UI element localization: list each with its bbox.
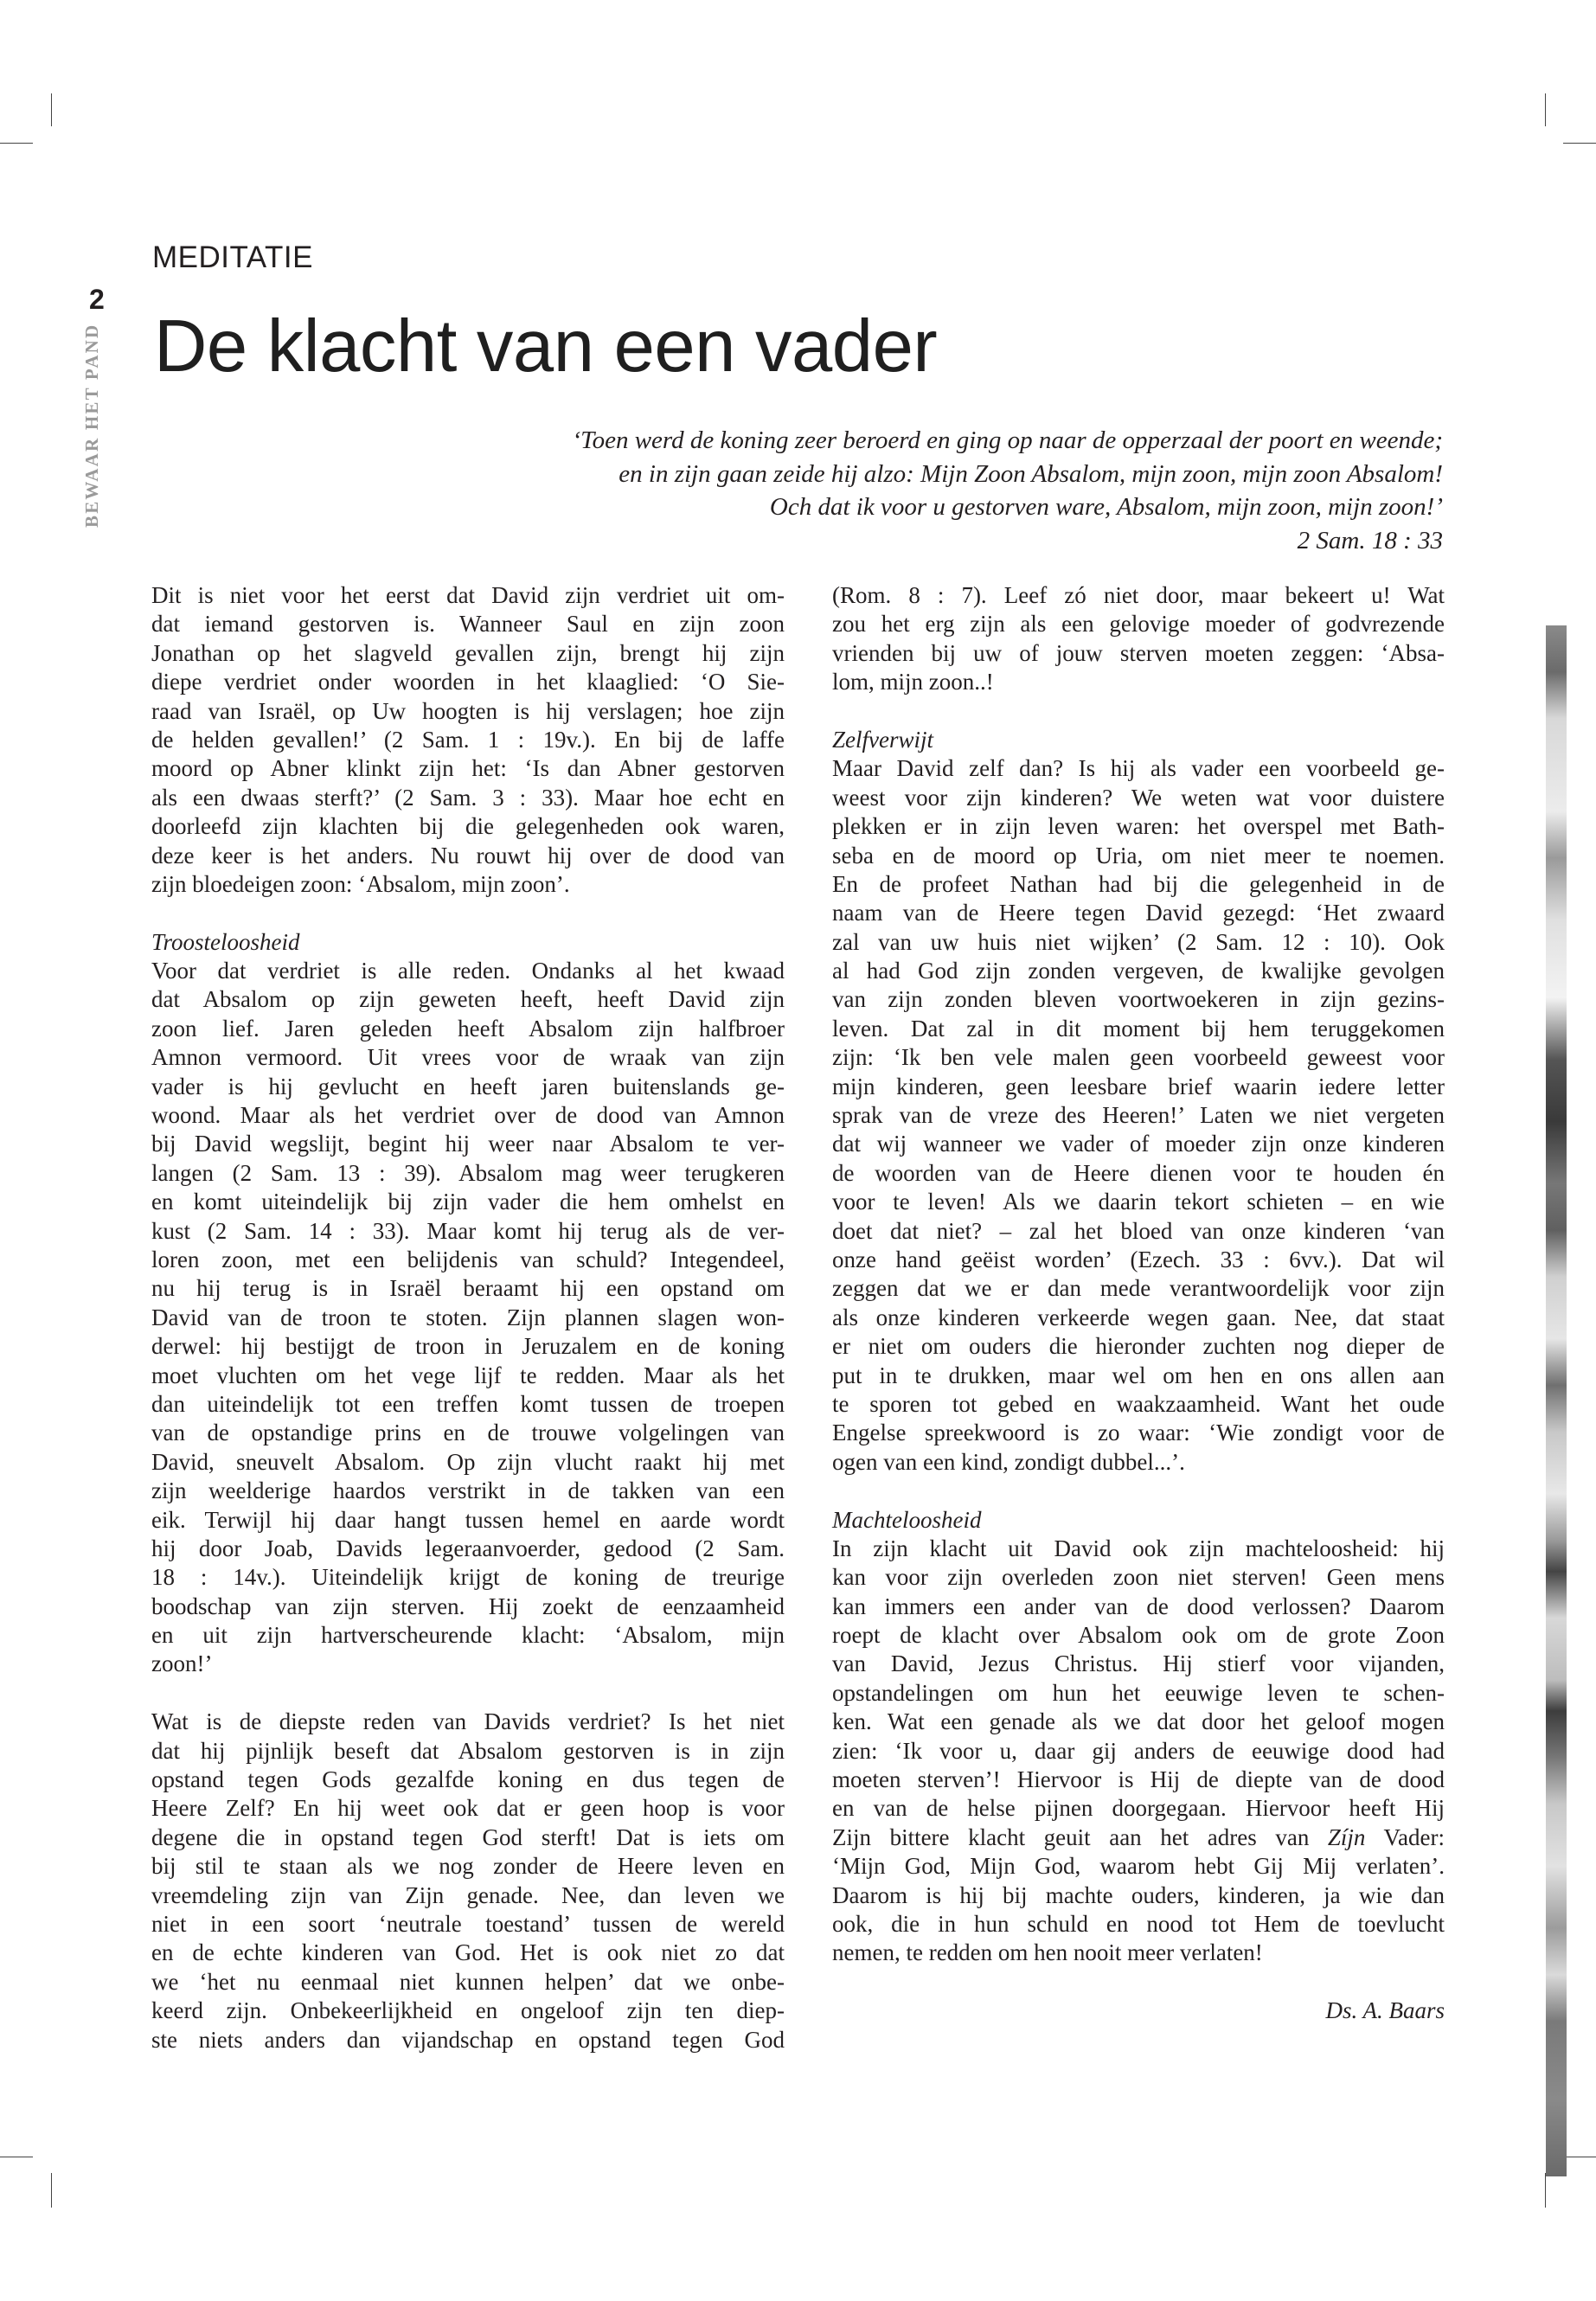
text-line: en komt uiteindelijk bij zijn vader die hem omhelst en	[151, 1189, 785, 1215]
epigraph-reference: 2 Sam. 18 : 33	[1297, 526, 1443, 554]
text-line: al had God zijn zonden vergeven, de kwalijke gevolgen	[832, 958, 1445, 984]
text-segment: Vader:	[1365, 1823, 1445, 1850]
text-line: Engelse spreekwoord is zo waar: ‘Wie zondigt voor de	[832, 1420, 1445, 1446]
text-line: moet vluchten om het vege lijf te redden. Maar als het	[151, 1362, 785, 1388]
section-label: MEDITATIE	[152, 240, 313, 274]
text-column-left	[151, 581, 785, 2054]
text-line: bij David wegslijt, begint hij weer naar Absalom te ver-	[151, 1131, 785, 1157]
text-line: zou het erg zijn als een gelovige moeder of godvrezende	[832, 611, 1445, 638]
paragraph	[151, 581, 785, 899]
crop-mark	[1545, 2173, 1546, 2208]
text-line: als onze kinderen verkeerde wegen gaan. Nee, dat staat	[832, 1304, 1445, 1330]
text-line: put in te drukken, maar wel om hen en ons allen aan	[832, 1362, 1445, 1388]
text-line: dat Absalom op zijn geweten heeft, heeft David zijn	[151, 986, 785, 1013]
text-line: nu hij terug is in Israël beraamt hij een opstand om	[151, 1275, 785, 1302]
text-line: David, sneuvelt Absalom. Op zijn vlucht raakt hij met	[151, 1448, 785, 1475]
paragraph-spacer	[832, 1968, 1445, 1997]
paragraph	[151, 957, 785, 1679]
text-line: kan voor zijn overleden zoon niet sterven! Geen mens	[832, 1564, 1445, 1591]
text-line: van zijn zonden bleven voortwoekeren in zijn gezins-	[832, 986, 1445, 1013]
text-line: vrienden bij uw of jouw sterven moeten zeggen: ‘Absa-	[832, 639, 1445, 666]
text-line	[832, 1823, 1445, 1852]
text-line: hij door Joab, Davids legeraanvoerder, gedood (2 Sam.	[151, 1535, 785, 1561]
text-line: naam van de Heere tegen David gezegd: ‘Het zwaard	[832, 900, 1445, 926]
text-line: sprak van de vreze des Heeren!’ Laten we niet vergeten	[832, 1102, 1445, 1129]
text-line: boodschap van zijn sterven. Hij zoekt de eenzaamheid	[151, 1593, 785, 1619]
text-line: ste niets anders dan vijandschap en opstand tegen God	[151, 2026, 785, 2053]
text-line: zeggen dat we er dan mede verantwoordelijk voor zijn	[832, 1275, 1445, 1302]
text-line: En de profeet Nathan had bij die gelegenheid in de	[832, 870, 1445, 897]
text-line: doorleefd zijn klachten bij die gelegenheden ook waren,	[151, 813, 785, 840]
text-line: dan uiteindelijk tot een treffen komt tussen de troepen	[151, 1390, 785, 1417]
text-line: loren zoon, met een belijdenis van schuld? Integendeel,	[151, 1246, 785, 1272]
text-line: we ‘het nu eenmaal niet kunnen helpen’ dat we onbe-	[151, 1968, 785, 1995]
crop-mark	[1563, 143, 1596, 144]
epigraph-line: ‘Toen werd de koning zeer beroerd en ging op naar de opperzaal der poort en weende;	[572, 426, 1443, 454]
text-line: ook, die in hun schuld en nood tot Hem de toevlucht	[832, 1910, 1445, 1937]
text-line: Maar David zelf dan? Is hij als vader een voorbeeld ge-	[832, 755, 1445, 782]
text-line: bij stil te staan als we nog zonder de Heere leven en	[151, 1853, 785, 1880]
text-line: diepe verdriet onder woorden in het klaaglied: ‘O Sie-	[151, 669, 785, 695]
text-line: en uit zijn hartverscheurende klacht: ‘Absalom, mijn	[151, 1622, 785, 1649]
text-line: David van de troon te stoten. Zijn plannen slagen won-	[151, 1304, 785, 1330]
text-line: woond. Maar als het verdriet over de dood van Amnon	[151, 1102, 785, 1129]
crop-mark	[51, 93, 52, 126]
text-line: leven. Dat zal in dit moment bij hem teruggekomen	[832, 1015, 1445, 1042]
text-line: deze keer is het anders. Nu rouwt hij over de dood van	[151, 842, 785, 868]
section-heading: Troosteloosheid	[151, 928, 300, 955]
text-line: seba en de moord op Uria, om niet meer te noemen.	[832, 842, 1445, 868]
magazine-name: BEWAAR HET PAND	[81, 323, 102, 528]
text-line: Heere Zelf? En hij weet ook dat er geen hoop is voor	[151, 1795, 785, 1822]
paragraph-spacer	[832, 1477, 1445, 1505]
section-heading: Machteloosheid	[832, 1506, 982, 1533]
text-line: zijn weelderige haardos verstrikt in de takken van een	[151, 1477, 785, 1504]
text-line: er niet om ouders die hieronder zuchten nog dieper de	[832, 1333, 1445, 1360]
paragraph-spacer	[151, 899, 785, 927]
text-line: en de echte kinderen van God. Het is ook niet zo dat	[151, 1939, 785, 1966]
text-line: Dit is niet voor het eerst dat David zijn verdriet uit om-	[151, 582, 785, 608]
text-line: 18 : 14v.). Uiteindelijk krijgt de koning de treurige	[151, 1564, 785, 1591]
paragraph-spacer	[832, 697, 1445, 726]
text-line: zijn bloedeigen zoon: ‘Absalom, mijn zoon’.	[151, 870, 570, 897]
text-line: mijn kinderen, geen leesbare brief waarin iedere letter	[832, 1073, 1445, 1099]
text-line: In zijn klacht uit David ook zijn machteloosheid: hij	[832, 1535, 1445, 1561]
paragraph	[832, 754, 1445, 1477]
text-line: ogen van een kind, zondigt dubbel...’.	[832, 1448, 1185, 1475]
emphasis-text: Zíjn	[1327, 1823, 1366, 1850]
text-line: van David, Jezus Christus. Hij stierf voor vijanden,	[832, 1650, 1445, 1677]
paragraph-spacer	[151, 1679, 785, 1708]
text-line: Amnon vermoord. Uit vrees voor de wraak van zijn	[151, 1044, 785, 1071]
text-line: doet dat niet? – zal het bloed van onze kinderen ‘van	[832, 1217, 1445, 1244]
text-line: vader is hij gevlucht en heeft jaren buitenslands ge-	[151, 1073, 785, 1099]
text-line: moeten sterven’! Hiervoor is Hij de diepte van de dood	[832, 1766, 1445, 1793]
paragraph	[832, 1535, 1445, 1968]
paragraph	[832, 581, 1445, 697]
text-line: opstandelingen om hun het eeuwige leven te schen-	[832, 1679, 1445, 1706]
decorative-photo-strip	[1546, 625, 1567, 2176]
text-line: niet in een soort ‘neutrale toestand’ tussen de wereld	[151, 1910, 785, 1937]
text-line: keerd zijn. Onbekeerlijkheid en ongeloof zijn ten diep-	[151, 1997, 785, 2024]
text-line: Wat is de diepste reden van Davids verdriet? Is het niet	[151, 1708, 785, 1735]
text-line: degene die in opstand tegen God sterft! Dat is iets om	[151, 1823, 785, 1850]
text-line: ‘Mijn God, Mijn God, waarom hebt Gij Mij verlaten’.	[832, 1853, 1445, 1880]
text-line: kan immers een ander van de dood verlossen? Daarom	[832, 1593, 1445, 1619]
text-line: Daarom is hij bij machte ouders, kinderen, ja wie dan	[832, 1881, 1445, 1908]
article-title: De klacht van een vader	[154, 305, 938, 388]
crop-mark	[0, 143, 33, 144]
text-line: Voor dat verdriet is alle reden. Ondanks al het kwaad	[151, 958, 785, 984]
crop-mark	[1545, 93, 1546, 126]
text-line: dat hij pijnlijk beseft dat Absalom gestorven is in zijn	[151, 1737, 785, 1764]
text-line: de helden gevallen!’ (2 Sam. 1 : 19v.). En bij de laffe	[151, 726, 785, 753]
text-line: roept de klacht over Absalom ook om de grote Zoon	[832, 1622, 1445, 1649]
text-line: zoon!’	[151, 1650, 213, 1677]
epigraph	[572, 424, 1443, 557]
text-line: opstand tegen Gods gezalfde koning en dus tegen de	[151, 1766, 785, 1793]
text-line: lom, mijn zoon..!	[832, 669, 994, 695]
text-line: weest voor zijn kinderen? We weten wat voor duistere	[832, 784, 1445, 811]
text-column-right	[832, 581, 1445, 2026]
text-line: vreemdeling zijn van Zijn genade. Nee, dan leven we	[151, 1881, 785, 1908]
text-line: (Rom. 8 : 7). Leef zó niet door, maar bekeert u! Wat	[832, 582, 1445, 608]
text-line: zijn: ‘Ik ben vele malen geen voorbeeld geweest voor	[832, 1044, 1445, 1071]
text-line: eik. Terwijl hij daar hangt tussen hemel en aarde wordt	[151, 1506, 785, 1533]
text-line: derwel: hij bestijgt de troon in Jeruzalem en de koning	[151, 1333, 785, 1360]
text-line: langen (2 Sam. 13 : 39). Absalom mag weer terugkeren	[151, 1159, 785, 1186]
text-line: voor te leven! Als we daarin tekort schieten – en wie	[832, 1189, 1445, 1215]
text-line: en van de helse pijnen doorgegaan. Hiervoor heeft Hij	[832, 1795, 1445, 1822]
page-number: 2	[89, 284, 105, 315]
text-line: nemen, te redden om hen nooit meer verlaten!	[832, 1939, 1263, 1966]
text-line: de woorden van de Heere dienen voor te houden én	[832, 1159, 1445, 1186]
text-line: zoon lief. Jaren geleden heeft Absalom zijn halfbroer	[151, 1015, 785, 1042]
section-heading: Zelfverwijt	[832, 726, 933, 753]
text-line: plekken er in zijn leven waren: het overspel met Bath-	[832, 813, 1445, 840]
epigraph-line: en in zijn gaan zeide hij alzo: Mijn Zoon Absalom, mijn zoon, mijn zoon Absalom!	[619, 459, 1443, 488]
text-line: raad van Israël, op Uw hoogten is hij verslagen; hoe zijn	[151, 697, 785, 724]
text-line: onze hand geëist worden’ (Ezech. 33 : 6vv.). Dat wil	[832, 1246, 1445, 1272]
paragraph	[151, 1708, 785, 2054]
text-line: Jonathan op het slagveld gevallen zijn, brengt hij zijn	[151, 639, 785, 666]
text-line: dat wij wanneer we vader of moeder zijn onze kinderen	[832, 1131, 1445, 1157]
text-line: van de opstandige prins en de trouwe volgelingen van	[151, 1420, 785, 1446]
text-segment: Zijn bittere klacht geuit aan het adres van	[832, 1823, 1328, 1850]
text-line: als een dwaas sterft?’ (2 Sam. 3 : 33). Maar hoe echt en	[151, 784, 785, 811]
text-line: moord op Abner klinkt zijn het: ‘Is dan Abner gestorven	[151, 755, 785, 782]
text-line: kust (2 Sam. 14 : 33). Maar komt hij terug als de ver-	[151, 1217, 785, 1244]
text-line: dat iemand gestorven is. Wanneer Saul en zijn zoon	[151, 611, 785, 638]
epigraph-line: Och dat ik voor u gestorven ware, Absalom, mijn zoon, mijn zoon!’	[769, 493, 1443, 521]
crop-mark	[51, 2173, 52, 2208]
text-line: zien: ‘Ik voor u, daar gij anders de eeuwige dood had	[832, 1737, 1445, 1764]
author-signature: Ds. A. Baars	[1325, 1997, 1445, 2024]
text-line: ken. Wat een genade als we dat door het geloof mogen	[832, 1708, 1445, 1735]
text-line: te sporen tot gebed en waakzaamheid. Want het oude	[832, 1390, 1445, 1417]
text-line: zal van uw huis niet wijken’ (2 Sam. 12 : 10). Ook	[832, 928, 1445, 955]
